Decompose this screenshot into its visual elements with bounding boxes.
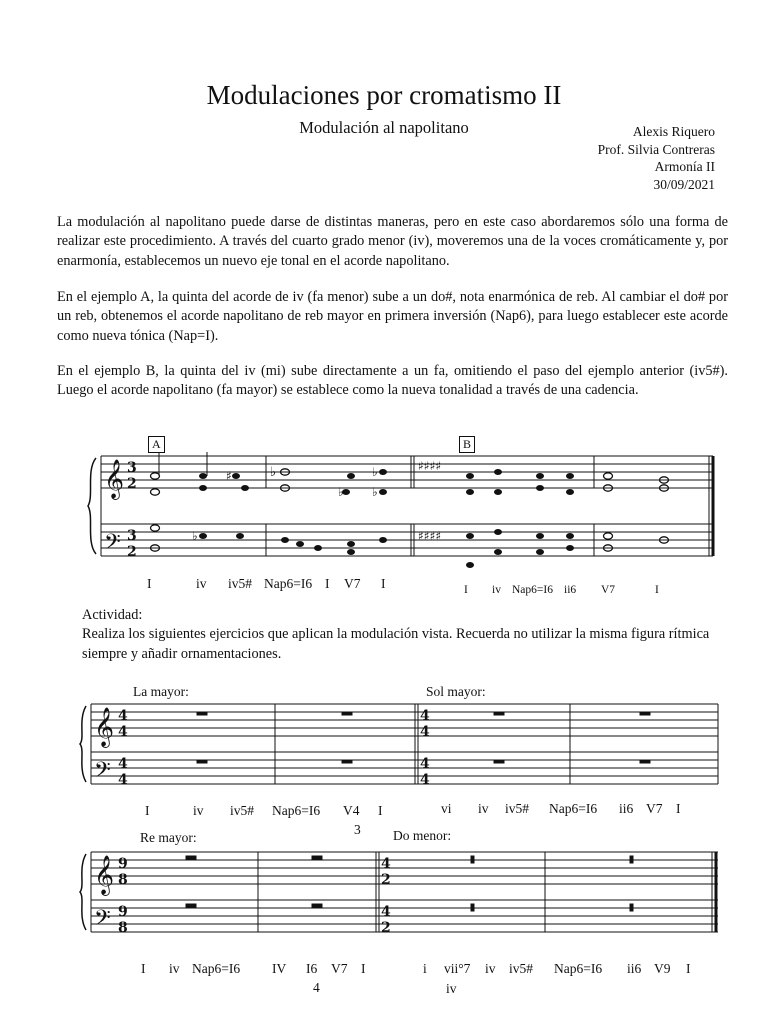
- ex1-numeral: I: [378, 803, 383, 818]
- ts-1-bot: 4: [118, 724, 128, 740]
- svg-text:♯: ♯: [226, 469, 232, 483]
- ex2-numeral: iv5#: [505, 801, 530, 816]
- example-a-label: A: [148, 436, 165, 453]
- ts-4-top: 4: [381, 856, 391, 872]
- exercise-3-key: Re mayor:: [140, 830, 197, 845]
- svg-text:♭: ♭: [372, 485, 378, 499]
- treble-clef-icon: 𝄞: [94, 707, 115, 747]
- exercise-1-key: La mayor:: [133, 684, 189, 699]
- ex4-numeral: I: [686, 961, 691, 976]
- numeral-a-2: iv: [196, 576, 207, 591]
- ex4-numeral: iv5#: [509, 961, 534, 976]
- ex3-numeral: iv: [169, 961, 180, 976]
- activity-heading: Actividad:: [82, 607, 143, 623]
- exercise-4-key: Do menor:: [393, 828, 452, 843]
- bass-clef-icon: 𝄢: [104, 530, 121, 560]
- example-b-label: B: [459, 436, 475, 453]
- page-subtitle: Modulación al napolitano: [299, 118, 469, 137]
- ts-2b-top: 4: [420, 756, 430, 772]
- ts-4b-bot: 2: [381, 920, 391, 936]
- time-sig-top: 3: [127, 460, 137, 476]
- paragraph-example-a: En el ejemplo A, la quinta del acorde de iv (fa menor) sube a un do#, nota enarmónica de reb. Al cambiar el do# por un reb, obtenemos el acorde napolitano de reb mayor en primera inversión (Nap6), para luego establecer este acorde como nueva tónica (Nap=I).: [57, 289, 728, 344]
- ex3-figure: 4: [313, 980, 320, 995]
- ts-3b-top: 9: [118, 904, 128, 920]
- numeral-a-3: iv5#: [228, 576, 253, 591]
- numeral-b-2: iv: [492, 584, 501, 596]
- paragraph-intro: La modulación al napolitano puede darse de distintas maneras, pero en este caso abordaremos sólo una forma de realizar este procedimiento. A través del cuarto grado menor (iv), moveremos una de la voces cromáticamente y, por enarmonía, establecemos un nuevo eje tonal en el acorde napolitano.: [57, 214, 728, 269]
- ex4-numeral: i: [423, 961, 427, 976]
- ex3-numeral: V7: [331, 961, 348, 976]
- ex3-numeral: IV: [272, 961, 287, 976]
- numeral-a-6: V7: [344, 576, 361, 591]
- svg-text:♭: ♭: [338, 485, 344, 499]
- ts-3-top: 9: [118, 856, 128, 872]
- svg-text:♭: ♭: [372, 465, 378, 479]
- ex2-numeral: I: [676, 801, 681, 816]
- ts-2b-bot: 4: [420, 772, 430, 788]
- ex4-numeral: iv: [485, 961, 496, 976]
- numeral-a-7: I: [381, 576, 386, 591]
- document-date: 30/09/2021: [653, 176, 715, 192]
- bass-clef-icon: 𝄢: [94, 758, 111, 788]
- ex3-numeral: I: [361, 961, 366, 976]
- time-sig-top-bass: 3: [127, 528, 137, 544]
- svg-text:♯♯♯♯: ♯♯♯♯: [418, 529, 442, 543]
- ex4-figure: iv: [446, 981, 457, 996]
- numeral-b-5: V7: [601, 584, 616, 596]
- ex1-numeral: I: [145, 803, 150, 818]
- ex1-figure: 3: [354, 822, 361, 837]
- ts-2-top: 4: [420, 708, 430, 724]
- ex2-numeral: Nap6=I6: [549, 801, 598, 816]
- ex2-numeral: vi: [441, 801, 452, 816]
- ex3-numeral: I6: [306, 961, 318, 976]
- numeral-b-1: I: [464, 584, 468, 596]
- ex4-numeral: V9: [654, 961, 671, 976]
- author-name: Alexis Riquero: [632, 124, 715, 139]
- numeral-b-4: ii6: [564, 584, 577, 596]
- ts-4-bot: 2: [381, 872, 391, 888]
- ts-4b-top: 4: [381, 904, 391, 920]
- ex2-numeral: ii6: [619, 801, 634, 816]
- bass-clef-icon: 𝄢: [94, 906, 111, 936]
- ts-1-top: 4: [118, 708, 128, 724]
- svg-text:♭: ♭: [192, 529, 198, 543]
- ts-1b-top: 4: [118, 756, 128, 772]
- ex1-numeral: iv5#: [230, 803, 255, 818]
- course-name: Armonía II: [654, 159, 715, 174]
- treble-clef-icon: 𝄞: [94, 855, 115, 895]
- ex1-numeral: iv: [193, 803, 204, 818]
- professor-name: Prof. Silvia Contreras: [597, 141, 715, 157]
- numeral-a-4: Nap6=I6: [264, 576, 313, 591]
- activity-instructions: Realiza los siguientes ejercicios que aplican la modulación vista. Recuerda no utilizar la misma figura rítmica siempre y añadir ornamentaciones.: [82, 626, 710, 662]
- ts-2-bot: 4: [420, 724, 430, 740]
- numeral-b-3: Nap6=I6: [512, 584, 553, 596]
- ex4-numeral: ii6: [627, 961, 642, 976]
- time-sig-bottom-bass: 2: [127, 544, 137, 560]
- numeral-a-5: I: [325, 576, 330, 591]
- ex4-numeral: Nap6=I6: [554, 961, 603, 976]
- svg-text:♭: ♭: [270, 465, 277, 480]
- ts-3-bot: 8: [118, 872, 128, 888]
- svg-text:♯♯♯♯: ♯♯♯♯: [418, 459, 442, 473]
- ex1-numeral: Nap6=I6: [272, 803, 321, 818]
- ex2-numeral: iv: [478, 801, 489, 816]
- numeral-b-6: I: [655, 584, 659, 596]
- numeral-a-1: I: [147, 576, 152, 591]
- time-sig-bottom: 2: [127, 476, 137, 492]
- ex3-numeral: I: [141, 961, 146, 976]
- ex1-numeral: V4: [343, 803, 360, 818]
- treble-clef-icon: 𝄞: [104, 459, 125, 499]
- paragraph-example-b: En el ejemplo B, la quinta del iv (mi) sube directamente a un fa, omitiendo el paso del ejemplo anterior (iv5#). Luego el acorde napolitano (fa mayor) se establece como la nueva tonalidad a través de una cadencia.: [57, 363, 728, 399]
- exercise-2-key: Sol mayor:: [426, 684, 486, 699]
- ex2-numeral: V7: [646, 801, 663, 816]
- ts-3b-bot: 8: [118, 920, 128, 936]
- ts-1b-bot: 4: [118, 772, 128, 788]
- ex4-numeral: vii°7: [444, 961, 471, 976]
- ex3-numeral: Nap6=I6: [192, 961, 241, 976]
- page-title: Modulaciones por cromatismo II: [206, 80, 562, 110]
